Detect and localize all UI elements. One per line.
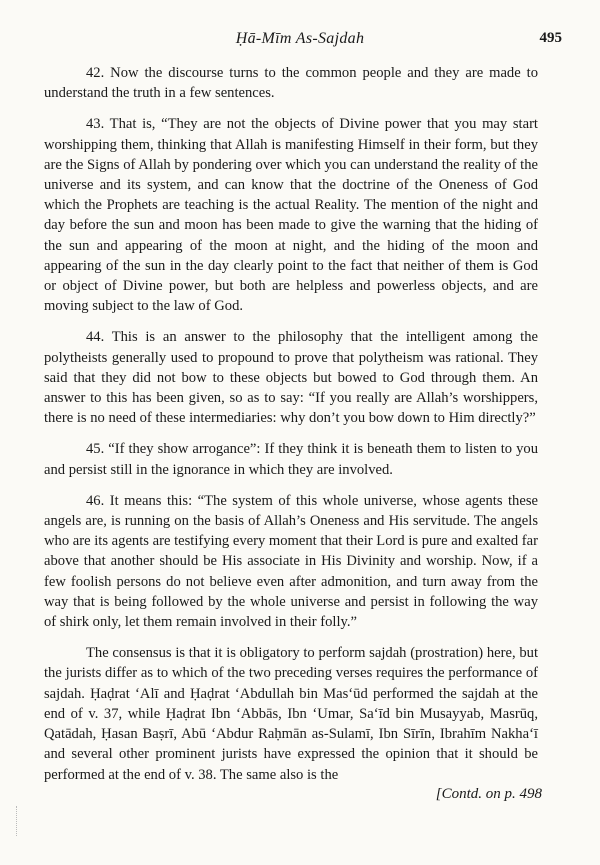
running-header-title: Ḥā-Mīm As-Sajdah xyxy=(235,30,365,47)
continuation-note: [Contd. on p. 498 xyxy=(435,786,542,802)
note-43: 43. That is, “They are not the objects of Divine power that you may start worshipping them, thinking that Allah is manifesting Himself in their form, but they are the Signs of Allah by pondering over which you can understand the reality of the universe and its system, and can know that the doctrine of the Oneness of God which the Prophets are teaching is the actual Reality. The mention of the night and day before the sun and moon has been made to give the warning that the hiding of the sun and appearing of the moon at night, and the hiding of the moon and appearing of the sun in the day clearly point to the fact that neither of them is God or object of Divine power, but both are helpless and powerless objects, and are moving subject to the law of God. xyxy=(44,116,538,315)
note-42: 42. Now the discourse turns to the common people and they are made to understand the truth in a few sentences. xyxy=(44,65,538,102)
margin-dots xyxy=(16,806,20,836)
commentary-body xyxy=(44,63,538,785)
note-45: 45. “If they show arrogance”: If they think it is beneath them to listen to you and persist still in the ignorance in which they are involved. xyxy=(44,441,538,478)
note-44: 44. This is an answer to the philosophy that the intelligent among the polytheists generally used to propound to prove that polytheism was rational. They said that they did not bow to these objects but bowed to God through them. An answer to this has been given, so as to say: “If you really are Allah’s worshippers, there is no need of these intermediaries: why don’t you bow down to Him directly?” xyxy=(44,329,538,427)
note-46: 46. It means this: “The system of this whole universe, whose agents these angels are, is running on the basis of Allah’s Oneness and His servitude. The angels who are its agents are testifying every moment that their Lord is pure and exalted far above that another should be His associate in His Divinity and worship. Now, if a few foolish persons do not believe even after admonition, and turn away from the way that is being followed by the whole universe and persist in following the way of shirk only, let them remain involved in their folly.” xyxy=(44,492,538,631)
note-sajdah-consensus: The consensus is that it is obligatory to perform sajdah (prostration) here, but the jurists differ as to which of the two preceding verses requires the performance of sajdah. Ḥaḍrat ‘Alī and Ḥaḍrat ‘Abdullah bin Mas‘ūd performed the sajdah at the end of v. 37, while Ḥaḍrat Ibn ‘Abbās, Ibn ‘Umar, Sa‘īd bin Musayyab, Masrūq, Qatādah, Ḥasan Baṣrī, Abū ‘Abdur Raḥmān as-Sulamī, Ibn Sīrīn, Ibrahīm Nakha‘ī and several other prominent jurists have expressed the opinion that it should be performed at the end of v. 38. The same also is the xyxy=(44,645,538,783)
page-number: 495 xyxy=(539,30,562,46)
